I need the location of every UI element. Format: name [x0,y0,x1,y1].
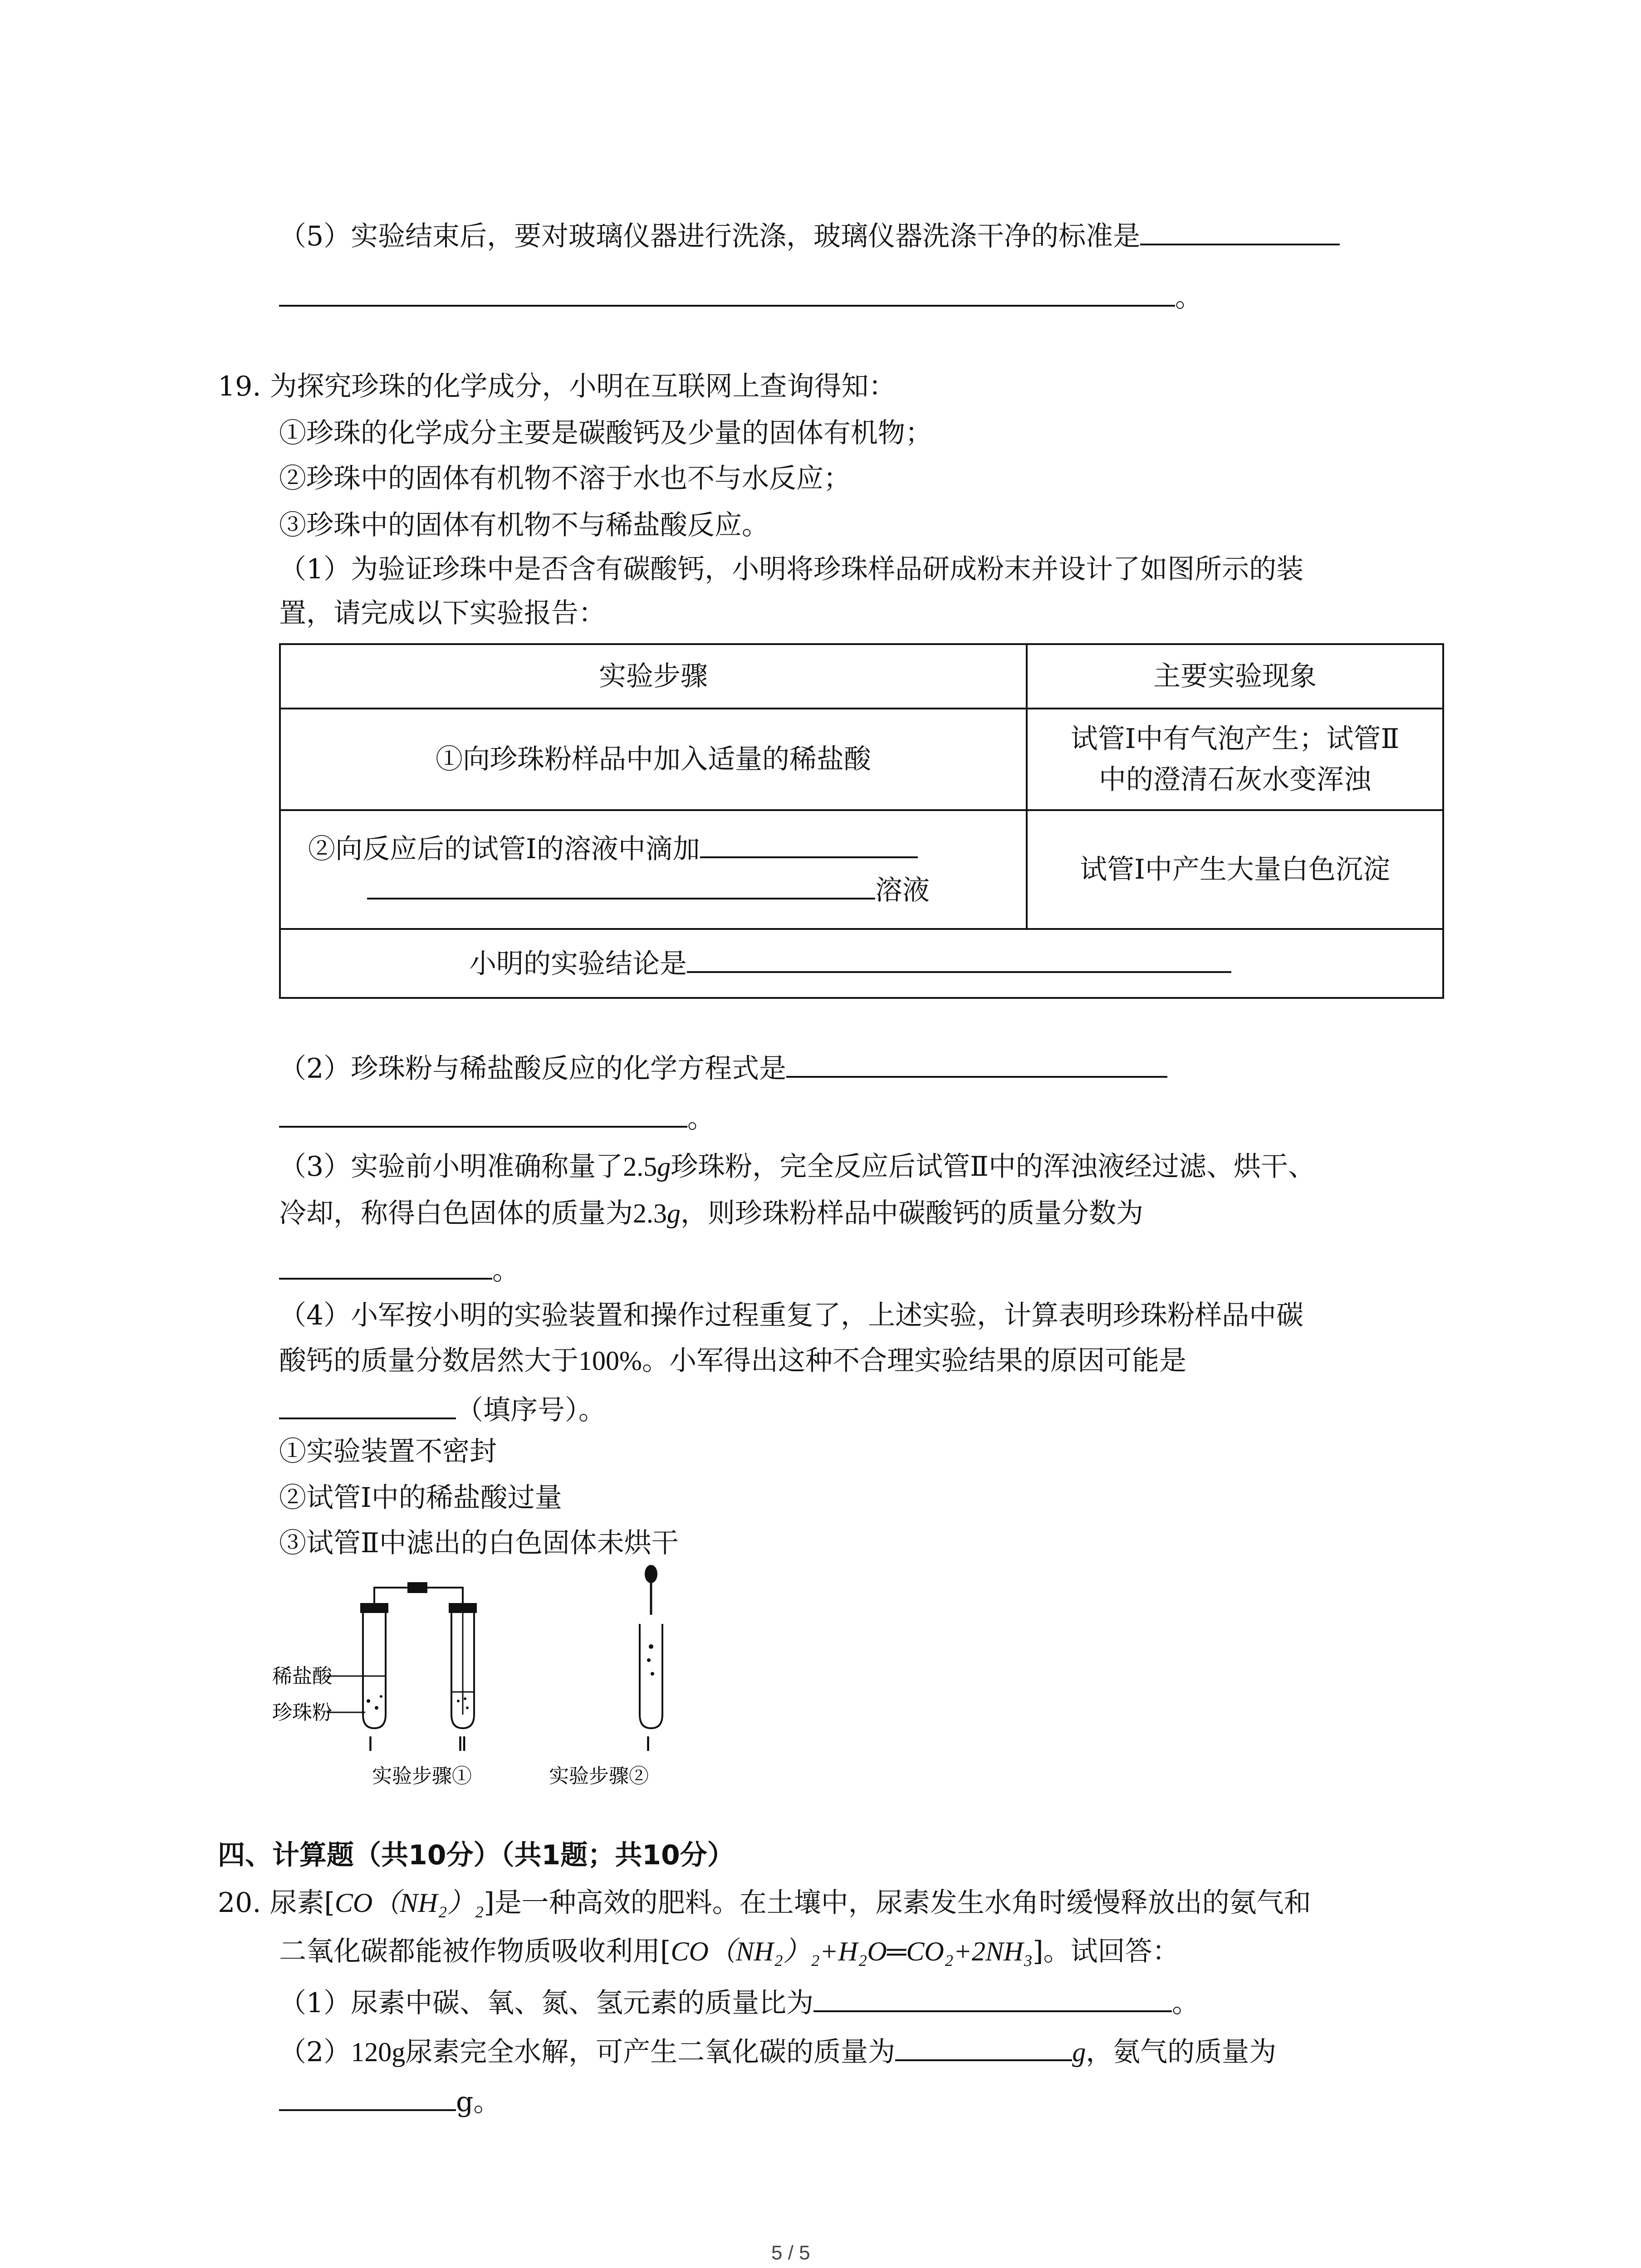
answer-blank[interactable] [813,1982,1172,2012]
q20-part1: （1）尿素中碳、氧、氮、氢元素的质量比为 。 [279,1982,1199,2021]
apparatus-figure [272,1565,681,1801]
table-row1-step: ①向珍珠粉样品中加入适量的稀盐酸 [280,709,1027,810]
q20-part2-line2: g。 [279,2081,500,2120]
table-row2-observation: 试管Ⅰ中产生大量白色沉淀 [1027,810,1443,929]
q19-part3-line3: 。 [279,1250,519,1289]
q18-part5: （5）实验结束后，要对玻璃仪器进行洗涤，玻璃仪器洗涤干净的标准是 [279,215,1340,254]
test-tube-3 [640,1624,662,1728]
answer-blank[interactable] [367,870,875,899]
table-row2-step: ②向反应后的试管Ⅰ的溶液中滴加 溶液 [280,810,1027,929]
table-conclusion-row: 小明的实验结论是 [280,929,1443,998]
q19-part4-line1: （4）小军按小明的实验装置和操作过程重复了，上述实验，计算表明珍珠粉样品中碳 [279,1300,1304,1331]
tube-label-3: Ⅰ [645,1733,651,1755]
answer-blank[interactable] [786,1048,1167,1078]
q19-option-2: ②试管Ⅰ中的稀盐酸过量 [279,1482,562,1514]
table-row1-observation: 试管Ⅰ中有气泡产生；试管Ⅱ 中的澄清石灰水变浑浊 [1027,709,1443,810]
answer-blank[interactable] [279,277,1175,307]
caption-step-1: 实验步骤① [372,1765,472,1787]
section-4-title: 四、计算题（共10分）（共1题；共10分） [218,1839,735,1871]
caption-step-2: 实验步骤② [549,1765,649,1787]
q19-part3-line1: （3）实验前小明准确称量了2.5g珍珠粉，完全反应后试管Ⅱ中的浑浊液经过滤、烘干、 [279,1151,1315,1183]
answer-blank[interactable] [279,1098,687,1128]
q19-part1-line2: 置，请完成以下实验报告： [279,597,606,629]
answer-blank[interactable] [279,1250,492,1280]
q19-part2: （2）珍珠粉与稀盐酸反应的化学方程式是 [279,1048,1167,1087]
q19-fact-1: ①珍珠的化学成分主要是碳酸钙及少量的固体有机物； [279,417,932,449]
dropper-bulb [646,1566,656,1582]
answer-blank[interactable] [279,2081,456,2111]
tube-clamp [408,1583,426,1592]
q19-intro: 19. 为探究珍珠的化学成分，小明在互联网上查询得知： [218,371,896,402]
q19-part1-line1: （1）为验证珍珠中是否含有碳酸钙，小明将珍珠样品研成粉末并设计了如图所示的装 [279,553,1304,585]
q19-fact-2: ②珍珠中的固体有机物不溶于水也不与水反应； [279,463,851,494]
stopper-1 [361,1604,387,1612]
stopper-2 [450,1604,476,1612]
q19-option-3: ③试管Ⅱ中滤出的白色固体未烘干 [279,1527,679,1559]
q19-fact-3: ③珍珠中的固体有机物不与稀盐酸反应。 [279,509,769,541]
q20-part2: （2）120g尿素完全水解，可产生二氧化碳的质量为 g，氨气的质量为 [279,2031,1276,2070]
page-number: 5 / 5 [771,2242,810,2264]
table-header-steps: 实验步骤 [280,644,1027,709]
q20-line2: 二氧化碳都能被作物质吸收利用[CO（NH₂）₂+H₂O═CO₂+2NH₃]。试回答： [279,1936,1180,1967]
q19-part4-line3: （填序号）。 [279,1389,606,1428]
answer-blank[interactable] [1140,215,1340,245]
tube-label-1: Ⅰ [367,1733,373,1755]
q19-part4-line2: 酸钙的质量分数居然大于100%。小军得出这种不合理实验结果的原因可能是 [279,1345,1186,1377]
answer-blank[interactable] [687,943,1231,973]
test-tube-1 [363,1610,386,1728]
q20-line1: 20. 尿素[CO（NH₂）₂]是一种高效的肥料。在土壤中，尿素发生水角时缓慢释放出的氨气和 [218,1887,1311,1919]
q19-part2-line2: 。 [279,1098,715,1137]
answer-blank[interactable] [279,1389,456,1419]
experiment-report-table [279,643,1444,999]
tube-label-2: Ⅱ [457,1733,467,1755]
label-powder: 珍珠粉 [272,1701,332,1724]
answer-blank[interactable] [700,828,918,858]
label-acid: 稀盐酸 [272,1665,332,1687]
q19-part3-line2: 冷却，称得白色固体的质量为2.3g，则珍珠粉样品中碳酸钙的质量分数为 [279,1198,1143,1229]
q19-option-1: ①实验装置不密封 [279,1436,497,1467]
q18-part5-line2: 。 [279,277,1202,316]
answer-blank[interactable] [895,2031,1072,2061]
table-header-observations: 主要实验现象 [1027,644,1443,709]
